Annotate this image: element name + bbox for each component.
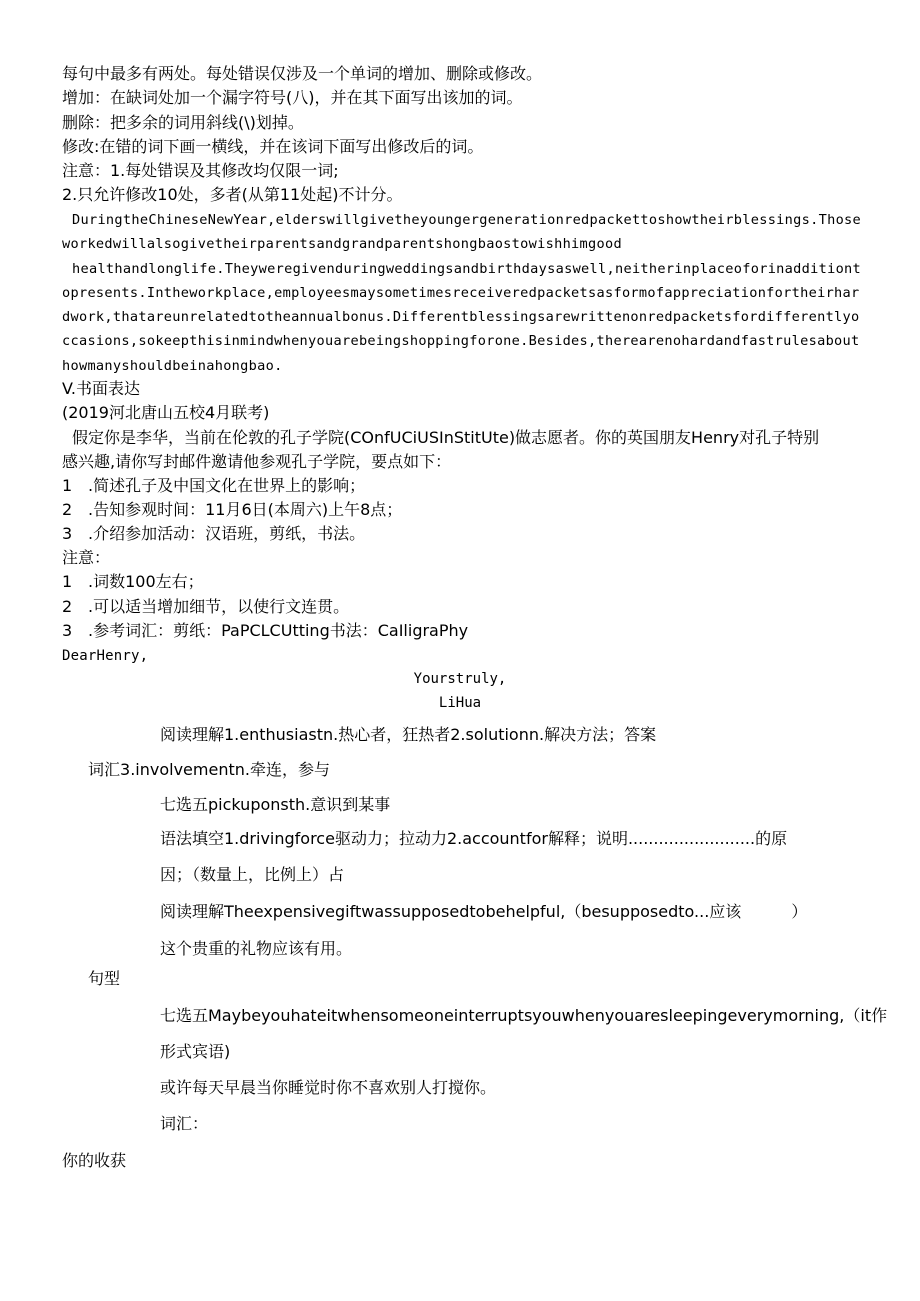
note-text: .参考词汇：剪纸：PaPCLCUtting书法：CaIligraPhy xyxy=(88,621,469,640)
point-number: 2 xyxy=(62,500,73,519)
review-sentence-pattern: 七选五Maybeyouhateitwhensomeoneinterruptsyouwhenyouaresleepingeverymorning,（it作 xyxy=(160,1006,888,1025)
note-item xyxy=(62,620,468,642)
note-text: .词数100左右； xyxy=(88,572,204,591)
instruction-line-3: 删除：把多余的词用斜线(\)划掉。 xyxy=(62,113,304,132)
note-number: 1 xyxy=(62,572,73,591)
prompt-line-2: 感兴趣,请你写封邮件邀请他参观孔子学院，要点如下： xyxy=(62,452,452,471)
passage-paragraph-1: DuringtheChineseNewYear,elderswillgivetheyoungergenerationredpackettoshowtheirblessings.Thoseworkedwillalsogivetheirparentsandgrandparentshongbaostowishhimgood xyxy=(62,212,862,253)
letter-closing: Yourstruly, xyxy=(413,671,507,687)
note-number: 2 xyxy=(62,597,73,616)
passage-paragraph-2: healthandlonglife.Theyweregivenduringweddingsandbirthdaysaswell,neitherinplaceoforinadditiontopresents.Intheworkplace,employeesmaysometimesreceiveredpacketsasformofappreciationfortheirhardwork,thatareunrelatedtotheannualbonus.Differentblessingsarewrittenonredpacketsfordifferentlyoccasions,sokeepthisinmindwhenyouarebeingshoppingforone.Besides,therearenohardandfastrulesabouthowmanyshouldbeinahongbao. xyxy=(62,260,862,374)
review-vocab-empty: 词汇： xyxy=(160,1114,209,1133)
point-text: .告知参观时间：11月6日(本周六)上午8点； xyxy=(88,500,403,519)
point-number: 3 xyxy=(62,524,73,543)
source-note: (2019河北唐山五校4月联考) xyxy=(62,403,270,422)
vocab-item: 3.involvementn.牵连，参与 xyxy=(120,760,330,779)
sentence-text: 阅读理解Theexpensivegiftwassupposedtobehelpful,（besupposedto...应该 xyxy=(160,902,742,921)
instruction-line-4: 修改:在错的词下画一横线，并在该词下面写出修改后的词。 xyxy=(62,137,484,156)
vocab-label: 词汇 xyxy=(88,760,121,779)
point-item xyxy=(62,523,365,545)
point-text: .介绍参加活动：汉语班，剪纸，书法。 xyxy=(88,524,366,543)
instruction-line-6: 2.只允许修改10处，多者(从第11处起)不计分。 xyxy=(62,185,403,204)
letter-signature: LiHua xyxy=(438,695,482,711)
note-item xyxy=(62,596,349,618)
error-correction-passage xyxy=(62,208,862,378)
sentence-pattern-label: 句型 xyxy=(88,969,121,988)
point-text: .简述孔子及中国文化在世界上的影响； xyxy=(88,476,366,495)
review-reading-sentence xyxy=(160,901,807,923)
review-reading-vocab: 阅读理解1.enthusiastn.热心者，狂热者2.solutionn.解决方法；答案 xyxy=(160,725,657,744)
instruction-line-2: 增加：在缺词处加一个漏字符号(八)，并在其下面写出该加的词。 xyxy=(62,88,523,107)
note-text: .可以适当增加细节，以使行文连贯。 xyxy=(88,597,350,616)
review-sentence-pattern-cont: 形式宾语) xyxy=(160,1042,231,1061)
instruction-line-5: 注意：1.每处错误及其修改均仅限一词; xyxy=(62,161,339,180)
point-item xyxy=(62,499,402,521)
review-seven-choose-five: 七选五pickuponsth.意识到某事 xyxy=(160,795,391,814)
review-grammar-fill-cont: 因；（数量上，比例上）占 xyxy=(160,865,345,884)
harvest-label: 你的收获 xyxy=(62,1151,127,1170)
letter-salutation: DearHenry, xyxy=(62,648,149,664)
review-vocab-line xyxy=(88,759,330,781)
prompt-line-1: 假定你是李华，当前在伦敦的孔子学院(COnfUCiUSInStitUte)做志愿者。你的英国朋友Henry对孔子特别 xyxy=(72,428,820,447)
note-item xyxy=(62,571,204,593)
review-grammar-fill: 语法填空1.drivingforce驱动力；拉动力2.accountfor解释；说明.........................的原 xyxy=(160,829,788,848)
point-number: 1 xyxy=(62,476,73,495)
review-sentence-translation: 或许每天早晨当你睡觉时你不喜欢别人打搅你。 xyxy=(160,1078,497,1097)
note-number: 3 xyxy=(62,621,73,640)
review-reading-translation: 这个贵重的礼物应该有用。 xyxy=(160,939,353,958)
sentence-close-paren: ） xyxy=(791,902,808,921)
point-item xyxy=(62,475,365,497)
section-heading: V.书面表达 xyxy=(62,379,140,398)
notes-label: 注意： xyxy=(62,548,111,567)
instruction-line-1: 每句中最多有两处。每处错误仅涉及一个单词的增加、删除或修改。 xyxy=(62,64,543,83)
